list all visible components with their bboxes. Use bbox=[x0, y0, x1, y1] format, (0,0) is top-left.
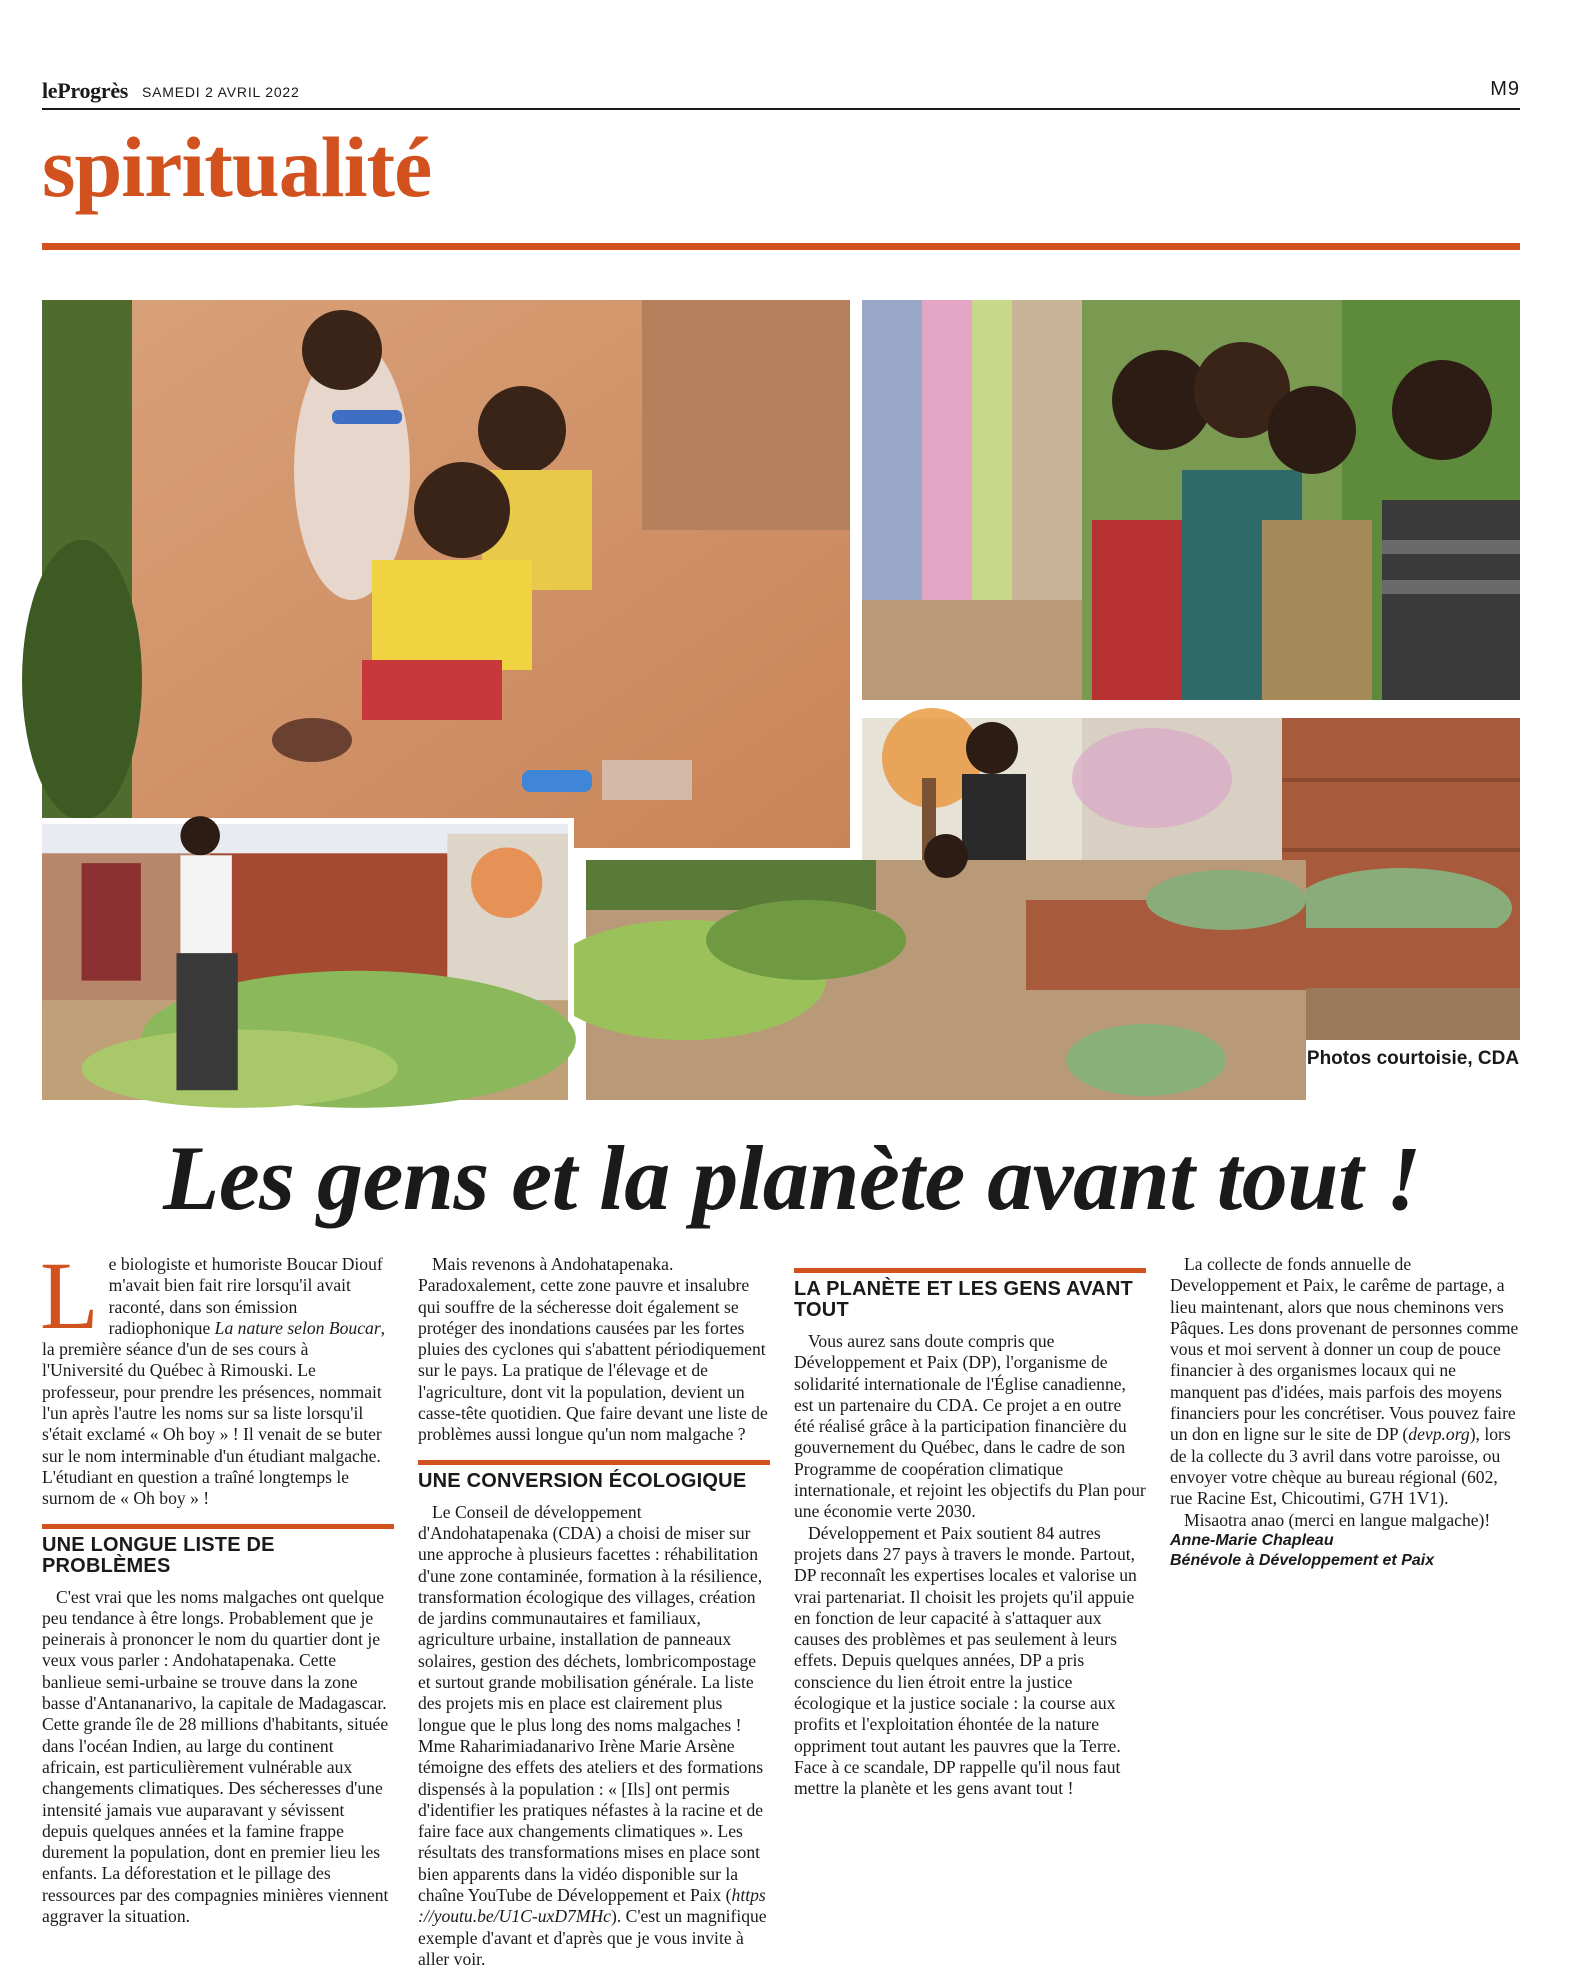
subhead-conversion: UNE CONVERSION ÉCOLOGIQUE bbox=[418, 1460, 770, 1492]
paragraph-thanks: Misaotra anao (merci en langue malgache)! bbox=[1184, 1509, 1491, 1530]
newspaper-logo: leProgrès bbox=[42, 78, 129, 103]
article-column-1 bbox=[40, 1242, 394, 1927]
photo-family bbox=[862, 300, 1520, 700]
article-column-3 bbox=[794, 1254, 1146, 1800]
radio-show-title: La nature selon Boucar bbox=[214, 1317, 381, 1338]
paragraph-names: C'est vrai que les noms malgaches ont quelque peu tendance à être longs. Probablement que je peinerais à prononcer le nom du quartier dont je veux vous parler : Andohatapenaka. Cette banlieue semi-urbaine se trouve dans la zone basse d'Antananarivo, la capitale de Madagascar. Cette grande île de 28 millions d'habitants, située dans l'océan Indien, au large du continent africain, est particulièrement vulnérable aux changements climatiques. Des sécheresses d'une intensité jamais vue auparavant y sévissent depuis quelques années et la famine frappe durement la population, dont en premier lieu les enfants. La déforestation et le pillage des ressources par des compagnies minières viennent aggraver la situation. bbox=[42, 1586, 389, 1927]
paragraph-projects: Développement et Paix soutient 84 autres projets dans 27 pays à travers le monde. Partout, DP reconnaît les expertises locales et valorise un vrai partenariat. Il choisit les projets qu'il appuie en fonction de leur capacité à s'attaquer aux causes des problèmes et pas seulement à leurs effets. Depuis quelques années, DP a pris conscience du lien étroit entre la justice écologique et la justice sociale : la course aux profits et l'exploitation éhontée de la nature oppriment tout autant les pauvres que la Terre. Face à ce scandale, DP rappelle qu'il nous faut mettre la planète et les gens avant tout ! bbox=[794, 1522, 1137, 1799]
photo-garden-beds bbox=[586, 860, 1306, 1100]
paragraph-andohatapenaka: Mais revenons à Andohatapenaka. Paradoxalement, cette zone pauvre et insalubre qui souffre de la sécheresse doit également se protéger des inondations causées par les fortes pluies des cyclones qui s'abattent périodiquement sur le pays. La pratique de l'élevage et de l'agriculture, dont vit la population, devient un casse-tête quotidien. Que faire devant une liste de problèmes aussi longue qu'un nom malgache ? bbox=[418, 1254, 768, 1445]
section-rule bbox=[42, 243, 1520, 250]
page-header bbox=[42, 78, 1520, 110]
paragraph-intro: Le biologiste et humoriste Boucar Diouf m'avait bien fait rire lorsqu'il avait raconté, dans son émission radiophonique La nature selon Boucar, la première séance d'un de ses cours à l'Université du Québec à Rimouski. Le professeur, pour prendre les présences, nommait l'un après l'autre les noms sur sa liste lorsqu'il s'était exclamé « Oh boy » ! Il venait de se buter sur le nom interminable d'un étudiant malgache. L'étudiant en question a traîné longtemps le surnom de « Oh boy » ! bbox=[40, 1242, 386, 1509]
issue-date: SAMEDI 2 AVRIL 2022 bbox=[142, 84, 300, 100]
drop-cap: L bbox=[40, 1242, 99, 1349]
subhead-problems: UNE LONGUE LISTE DE PROBLÈMES bbox=[42, 1524, 394, 1577]
article-column-4 bbox=[1170, 1254, 1520, 1571]
website-link[interactable]: devp.org bbox=[1408, 1424, 1470, 1445]
paragraph-cda: Le Conseil de développement d'Andohatapenaka (CDA) a choisi de miser sur une approche à plusieurs facettes : réhabilitation d'une zone contaminée, formation à la résilience, transformation écologique des villages, création de jardins communautaires et familiaux, agriculture urbaine, installation de panneaux solaires, gestion des déchets, lombricompostage et surtout grande mobilisation générale. La liste des projets mis en place est clairement plus longue que le plus long des noms malgaches ! Mme Raharimiadanarivo Irène Marie Arsène témoigne des effets des ateliers et des formations dispensés à la population : « [Ils] ont permis d'identifier les pratiques néfastes à la racine et de faire face aux changements climatiques ». Les résultats des transformations mises en place sont bien apparents dans la vidéo disponible sur la chaîne YouTube de Développement et Paix (https ://youtu.be/U1C-uxD7MHc). C'est un magnifique exemple d'avant et d'après que je vous invite à aller voir. bbox=[418, 1501, 767, 1969]
subhead-planet: LA PLANÈTE ET LES GENS AVANT TOUT bbox=[794, 1268, 1146, 1321]
article-headline: Les gens et la planète avant tout ! bbox=[163, 1127, 1421, 1229]
section-title: spiritualité bbox=[42, 119, 432, 215]
author-role: Bénévole à Développement et Paix bbox=[1170, 1551, 1435, 1569]
video-link[interactable]: https ://youtu.be/U1C-uxD7MHc bbox=[418, 1885, 766, 1927]
author-name: Anne-Marie Chapleau bbox=[1170, 1531, 1334, 1549]
paragraph-collecte: La collecte de fonds annuelle de Developpement et Paix, le carême de partage, a lieu maintenant, alors que nous cheminons vers Pâques. Les dons provenant de personnes comme vous et moi servent à donner un coup de pouce financier à des organismes locaux qui ne manquent pas d'idées, mais parfois des moyens financiers pour les concrétiser. Vous pouvez faire un don en ligne sur le site de DP (devp.org), lors de la collecte du 3 avril dans votre paroisse, ou envoyer votre chèque au bureau régional (602, rue Racine Est, Chicoutimi, G7H 1V1). bbox=[1170, 1254, 1519, 1509]
photo-woman-garden bbox=[42, 818, 574, 1100]
photo-credit: Photos courtoisie, CDA bbox=[1306, 1040, 1520, 1102]
article-column-2 bbox=[418, 1254, 770, 1970]
paragraph-dp: Vous aurez sans doute compris que Développement et Paix (DP), l'organisme de solidarité internationale de l'Église canadienne, est un partenaire du CDA. Ce projet a en outre été réalisé grâce à la participation financière du gouvernement du Québec, dans le cadre de son Programme de coopération climatique internationale, et rejoint les objectifs du Plan pour une économie verte 2030. bbox=[794, 1331, 1146, 1522]
page-number: M9 bbox=[1490, 78, 1520, 100]
photo-children-road bbox=[42, 300, 850, 848]
